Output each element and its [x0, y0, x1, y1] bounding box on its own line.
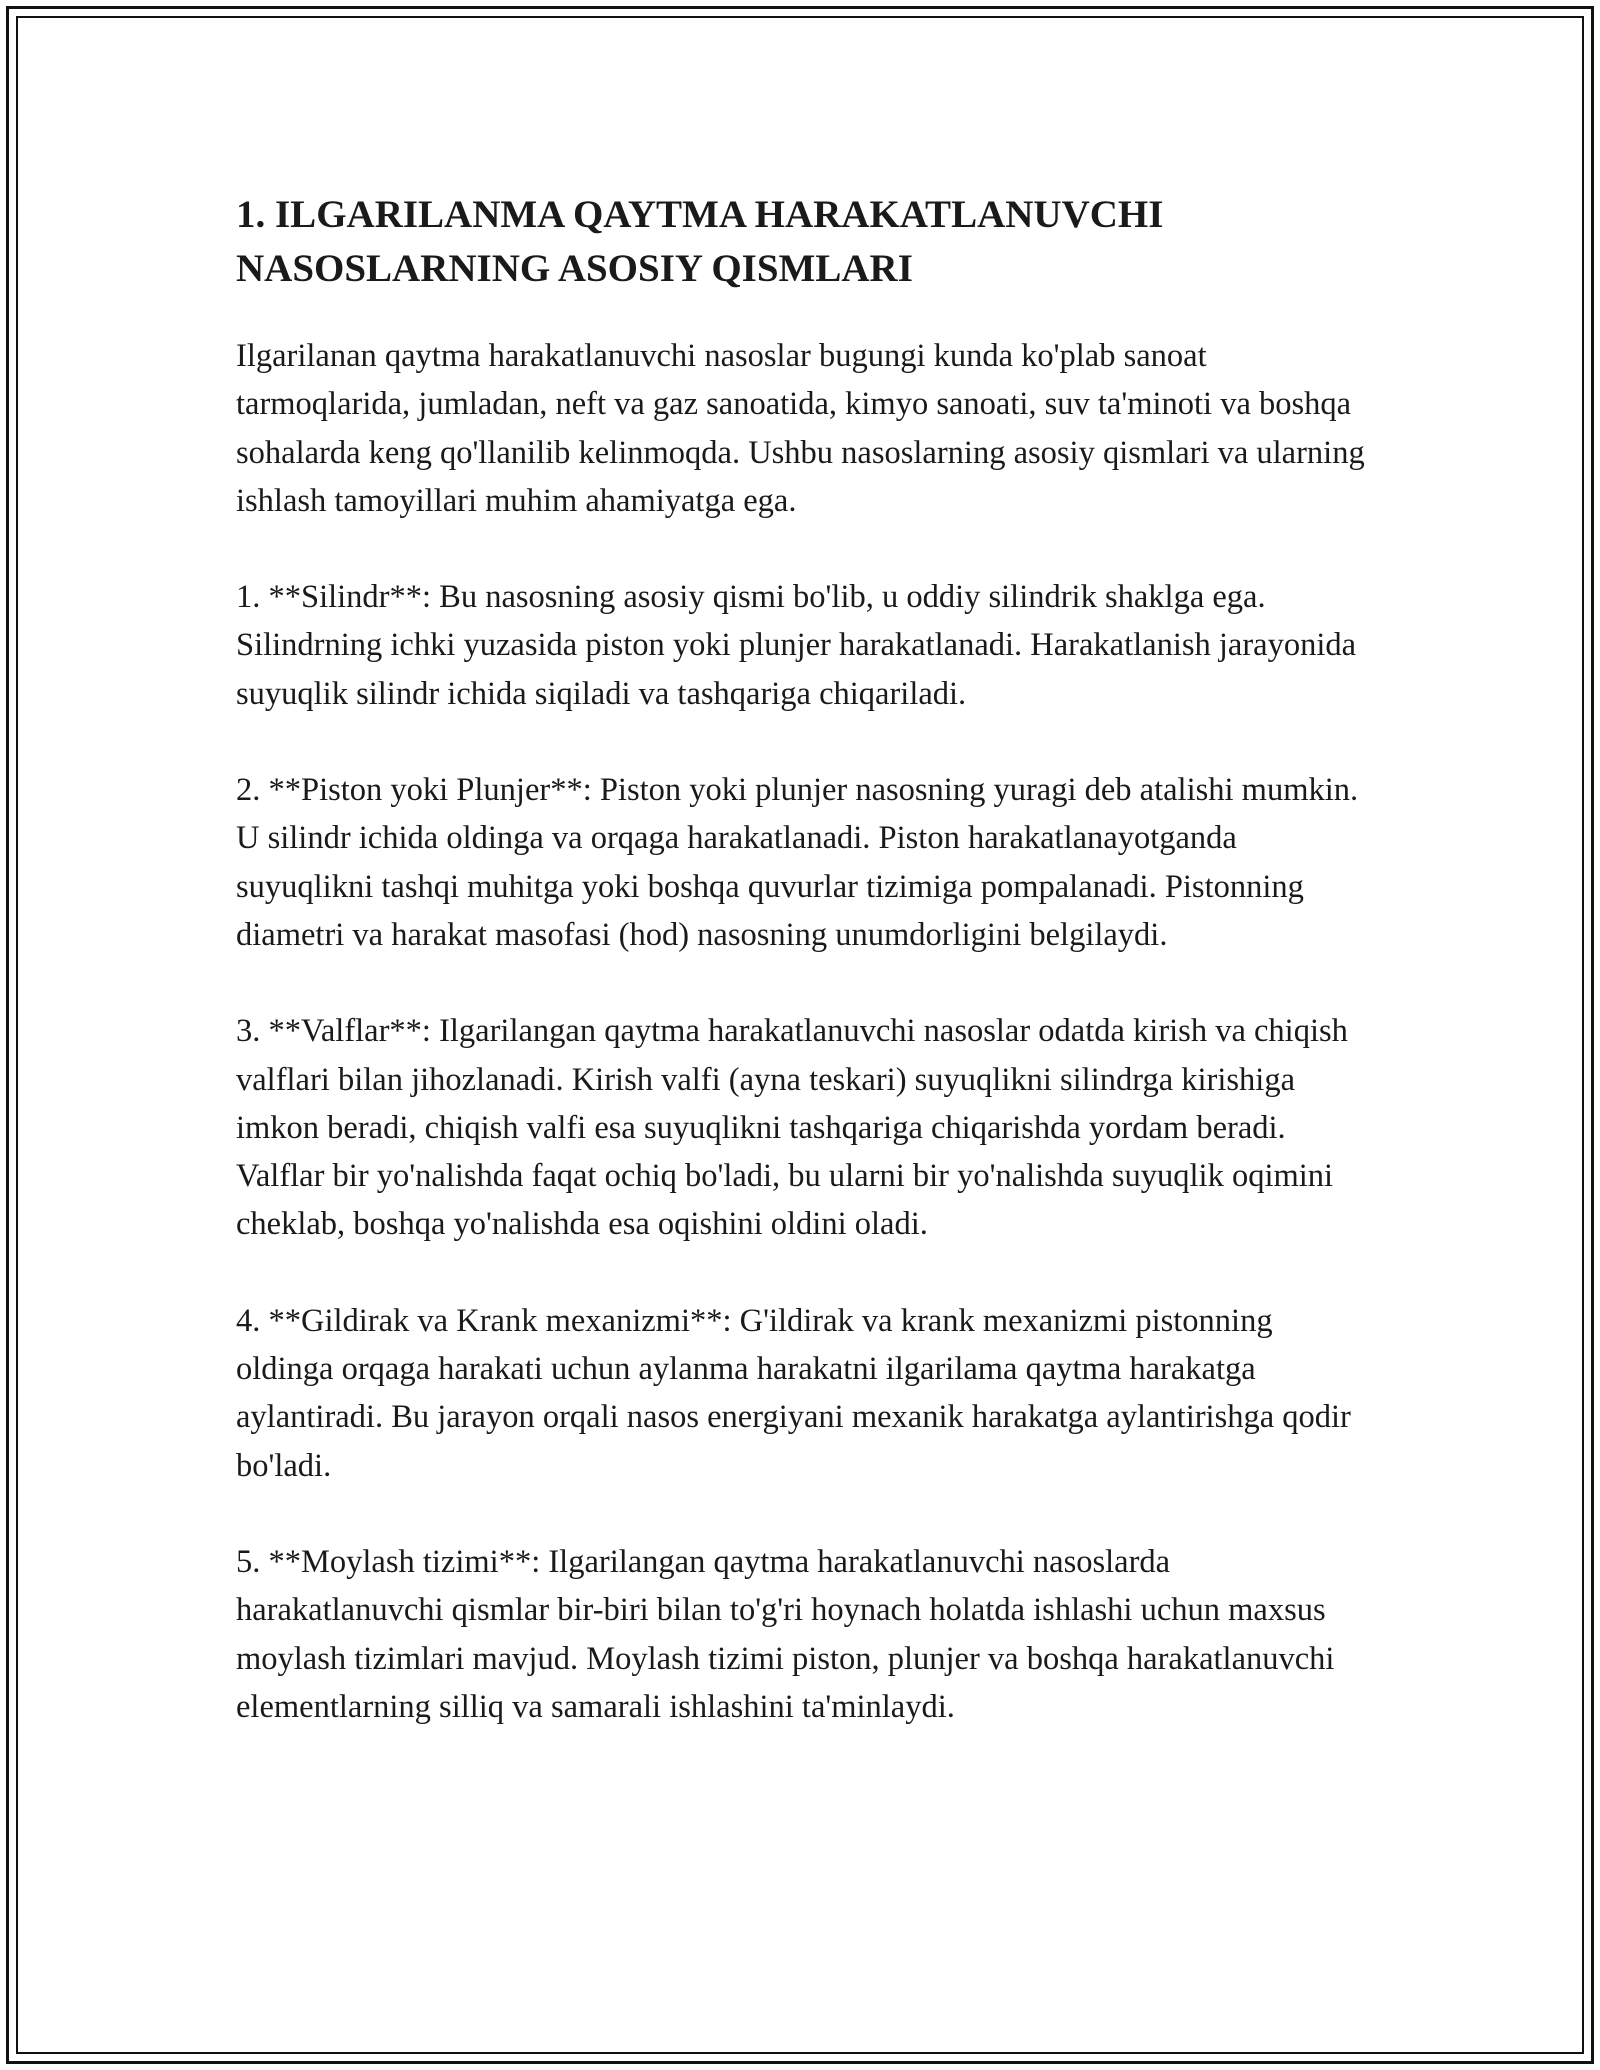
- document-body: [236, 188, 1376, 1779]
- paragraph-gildirak: 4. **Gildirak va Krank mexanizmi**: G'ildirak va krank mexanizmi pistonning oldinga orqaga harakati uchun aylanma harakatni ilgarilama qaytma harakatga aylantiradi. Bu jarayon orqali nasos energiyani mexanik harakatga aylantirishga qodir bo'ladi.: [236, 1302, 1351, 1484]
- paragraph-piston: 2. **Piston yoki Plunjer**: Piston yoki plunjer nasosning yuragi deb atalishi mumkin. U silindr ichida oldinga va orqaga harakatlanadi. Piston harakatlanayotganda suyuqlikni tashqi muhitga yoki boshqa quvurlar tizimiga pompalanadi. Pistonning diametri va harakat masofasi (hod) nasosning unumdorligini belgilaydi.: [236, 772, 1359, 953]
- paragraph-silindr: 1. **Silindr**: Bu nasosning asosiy qismi bo'lib, u oddiy silindrik shaklga ega. Silindrning ichki yuzasida piston yoki plunjer harakatlanadi. Harakatlanish jarayonida suyuqlik silindr ichida siqiladi va tashqariga chiqariladi.: [236, 579, 1357, 712]
- intro-paragraph: Ilgarilanan qaytma harakatlanuvchi nasoslar bugungi kunda ko'plab sanoat tarmoqlarida, jumladan, neft va gaz sanoatida, kimyo sanoati, suv ta'minoti va boshqa sohalarda keng qo'llanilib kelinmoqda. Ushbu nasoslarning asosiy qismlari va ularning ishlash tamoyillari muhim ahamiyatga ega.: [236, 338, 1365, 519]
- document-title-line-1: 1. ILGARILANMA QAYTMA HARAKATLANUVCHI: [236, 193, 1164, 236]
- paragraph-moylash: 5. **Moylash tizimi**: Ilgarilangan qaytma harakatlanuvchi nasoslarda harakatlanuvchi qismlar bir-biri bilan to'g'ri hoynach holatda ishlashi uchun maxsus moylash tizimlari mavjud. Moylash tizimi piston, plunjer va boshqa harakatlanuvchi elementlarning silliq va samarali ishlashini ta'minlaydi.: [236, 1543, 1335, 1725]
- document-title: [236, 188, 1376, 296]
- paragraph-valflar: 3. **Valflar**: Ilgarilangan qaytma harakatlanuvchi nasoslar odatda kirish va chiqish valflari bilan jihozlanadi. Kirish valfi (ayna teskari) suyuqlikni silindrga kirishiga imkon beradi, chiqish valfi esa suyuqlikni tashqariga chiqarishda yordam beradi. Valflar bir yo'nalishda faqat ochiq bo'ladi, bu ularni bir yo'nalishda suyuqlik oqimini cheklab, boshqa yo'nalishda esa oqishini oldini oladi.: [236, 1013, 1348, 1243]
- document-title-line-2: NASOSLARNING ASOSIY QISMLARI: [236, 247, 913, 290]
